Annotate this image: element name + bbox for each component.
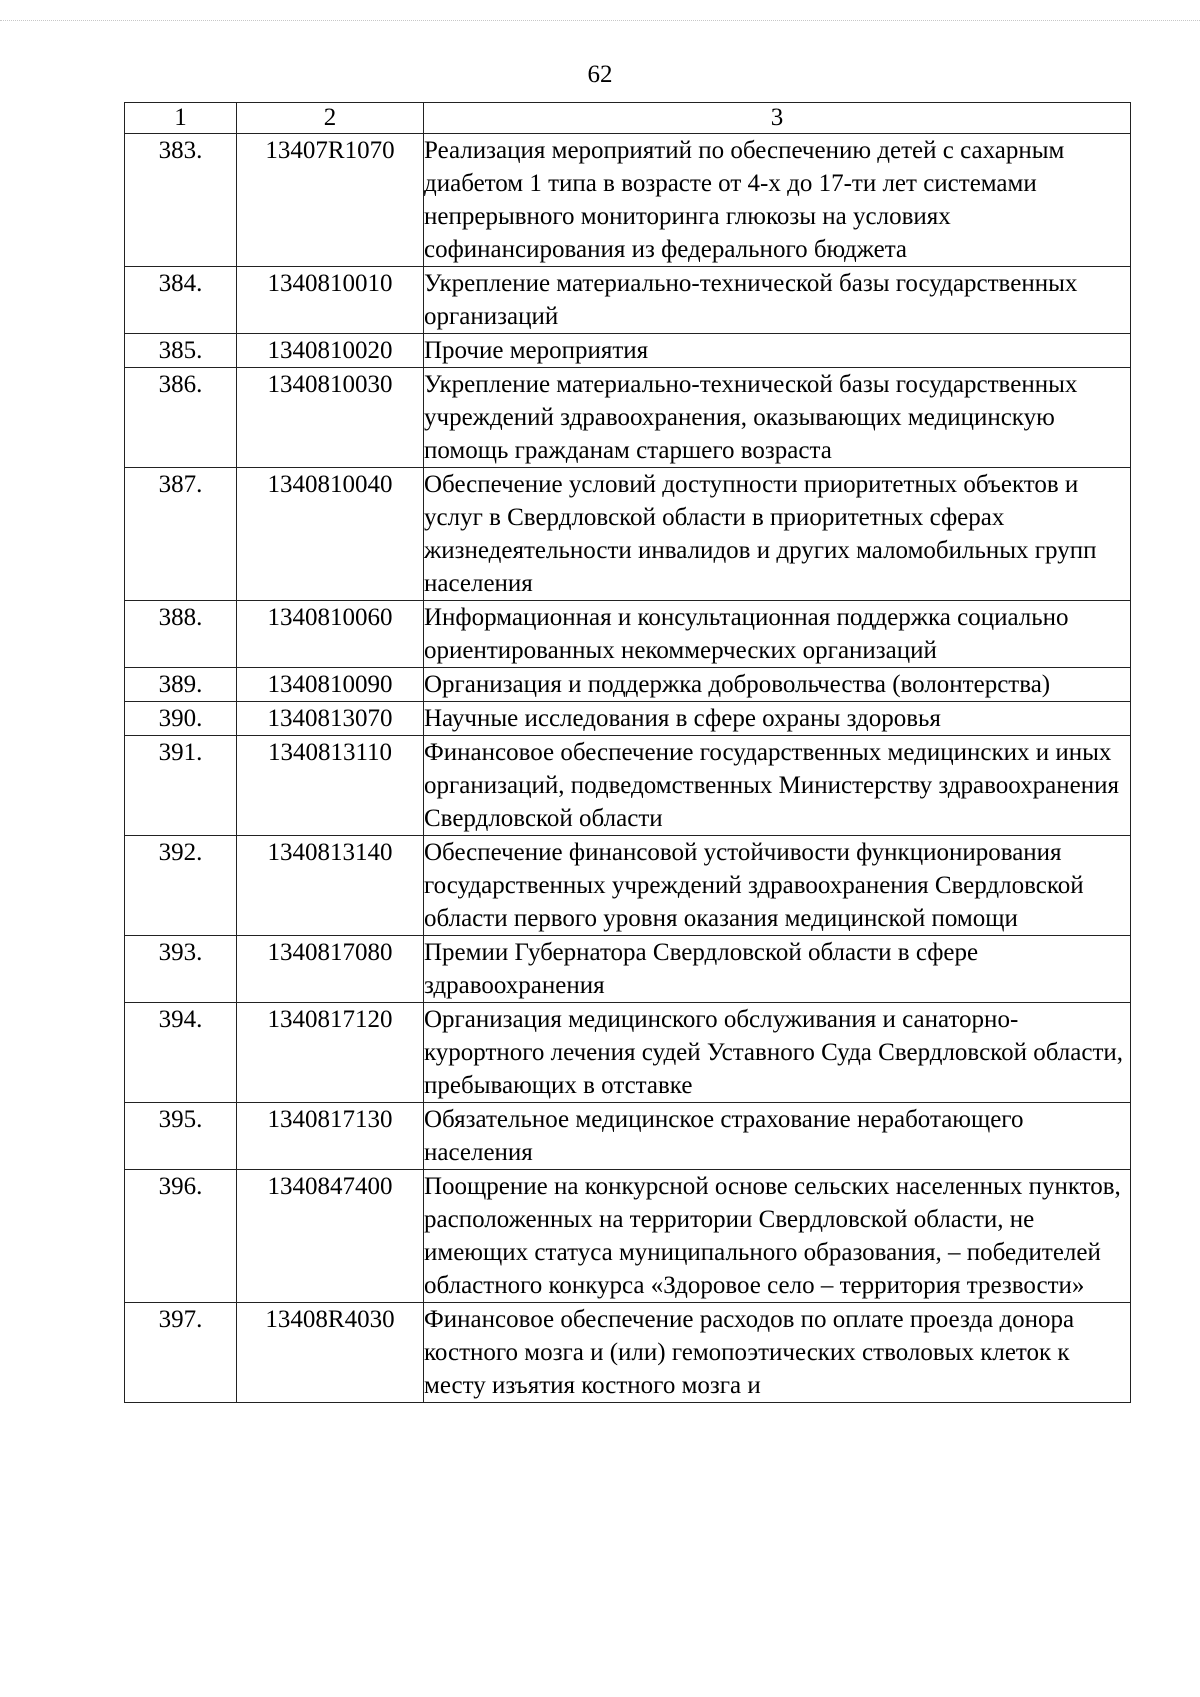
table-row	[125, 267, 1131, 334]
table-row	[125, 134, 1131, 267]
row-name-cell: Поощрение на конкурсной основе сельских населенных пунктов, расположенных на территории Свердловской области, не имеющих статуса муниципального образования, – победителей областного конкурса «Здоровое село – территория трезвости»	[424, 1170, 1131, 1303]
row-code-cell: 1340810040	[237, 468, 424, 601]
row-number-cell: 397.	[125, 1303, 237, 1403]
row-number-cell: 384.	[125, 267, 237, 334]
row-number-cell: 392.	[125, 836, 237, 936]
column-header-2: 2	[237, 103, 424, 134]
row-code-cell: 1340810020	[237, 334, 424, 368]
page-number: 62	[587, 61, 613, 88]
row-name-cell: Финансовое обеспечение расходов по оплате проезда донора костного мозга и (или) гемопоэтических стволовых клеток к месту изъятия костного мозга и	[424, 1303, 1131, 1403]
row-number-cell: 395.	[125, 1103, 237, 1170]
table-row	[125, 1003, 1131, 1103]
row-number-cell: 385.	[125, 334, 237, 368]
row-code-cell: 1340847400	[237, 1170, 424, 1303]
budget-code-table	[124, 102, 1131, 1403]
table-row	[125, 836, 1131, 936]
row-code-cell: 1340817130	[237, 1103, 424, 1170]
row-code-cell: 1340817120	[237, 1003, 424, 1103]
column-header-1: 1	[125, 103, 237, 134]
row-code-cell: 13408R4030	[237, 1303, 424, 1403]
table-row	[125, 368, 1131, 468]
row-code-cell: 1340810010	[237, 267, 424, 334]
row-code-cell: 1340810030	[237, 368, 424, 468]
table-header-row	[125, 103, 1131, 134]
table-body	[125, 134, 1131, 1403]
table-row	[125, 334, 1131, 368]
table-row	[125, 468, 1131, 601]
row-number-cell: 390.	[125, 702, 237, 736]
row-name-cell: Научные исследования в сфере охраны здоровья	[424, 702, 1131, 736]
row-name-cell: Прочие мероприятия	[424, 334, 1131, 368]
table-row	[125, 601, 1131, 668]
column-header-3: 3	[424, 103, 1131, 134]
row-name-cell: Укрепление материально-технической базы государственных учреждений здравоохранения, оказывающих медицинскую помощь гражданам старшего возраста	[424, 368, 1131, 468]
row-name-cell: Организация медицинского обслуживания и санаторно-курортного лечения судей Уставного Суда Свердловской области, пребывающих в отставке	[424, 1003, 1131, 1103]
row-code-cell: 1340817080	[237, 936, 424, 1003]
scan-edge-dots	[0, 20, 1200, 21]
row-name-cell: Финансовое обеспечение государственных медицинских и иных организаций, подведомственных Министерству здравоохранения Свердловской области	[424, 736, 1131, 836]
table-row	[125, 1170, 1131, 1303]
row-number-cell: 388.	[125, 601, 237, 668]
row-name-cell: Премии Губернатора Свердловской области в сфере здравоохранения	[424, 936, 1131, 1003]
row-name-cell: Реализация мероприятий по обеспечению детей с сахарным диабетом 1 типа в возрасте от 4-х до 17-ти лет системами непрерывного мониторинга глюкозы на условиях софинансирования из федерального бюджета	[424, 134, 1131, 267]
row-name-cell: Информационная и консультационная поддержка социально ориентированных некоммерческих организаций	[424, 601, 1131, 668]
row-name-cell: Обеспечение финансовой устойчивости функционирования государственных учреждений здравоохранения Свердловской области первого уровня оказания медицинской помощи	[424, 836, 1131, 936]
table-row	[125, 668, 1131, 702]
row-code-cell: 13407R1070	[237, 134, 424, 267]
table-row	[125, 936, 1131, 1003]
table-row	[125, 1103, 1131, 1170]
row-number-cell: 386.	[125, 368, 237, 468]
row-number-cell: 383.	[125, 134, 237, 267]
row-number-cell: 393.	[125, 936, 237, 1003]
table-row	[125, 736, 1131, 836]
row-number-cell: 387.	[125, 468, 237, 601]
row-name-cell: Обязательное медицинское страхование неработающего населения	[424, 1103, 1131, 1170]
row-number-cell: 391.	[125, 736, 237, 836]
table-row	[125, 702, 1131, 736]
row-number-cell: 394.	[125, 1003, 237, 1103]
row-code-cell: 1340810090	[237, 668, 424, 702]
row-number-cell: 389.	[125, 668, 237, 702]
row-name-cell: Укрепление материально-технической базы государственных организаций	[424, 267, 1131, 334]
row-code-cell: 1340810060	[237, 601, 424, 668]
row-name-cell: Обеспечение условий доступности приоритетных объектов и услуг в Свердловской области в приоритетных сферах жизнедеятельности инвалидов и других маломобильных групп населения	[424, 468, 1131, 601]
row-number-cell: 396.	[125, 1170, 237, 1303]
row-code-cell: 1340813110	[237, 736, 424, 836]
row-code-cell: 1340813140	[237, 836, 424, 936]
table-row	[125, 1303, 1131, 1403]
row-name-cell: Организация и поддержка добровольчества (волонтерства)	[424, 668, 1131, 702]
row-code-cell: 1340813070	[237, 702, 424, 736]
